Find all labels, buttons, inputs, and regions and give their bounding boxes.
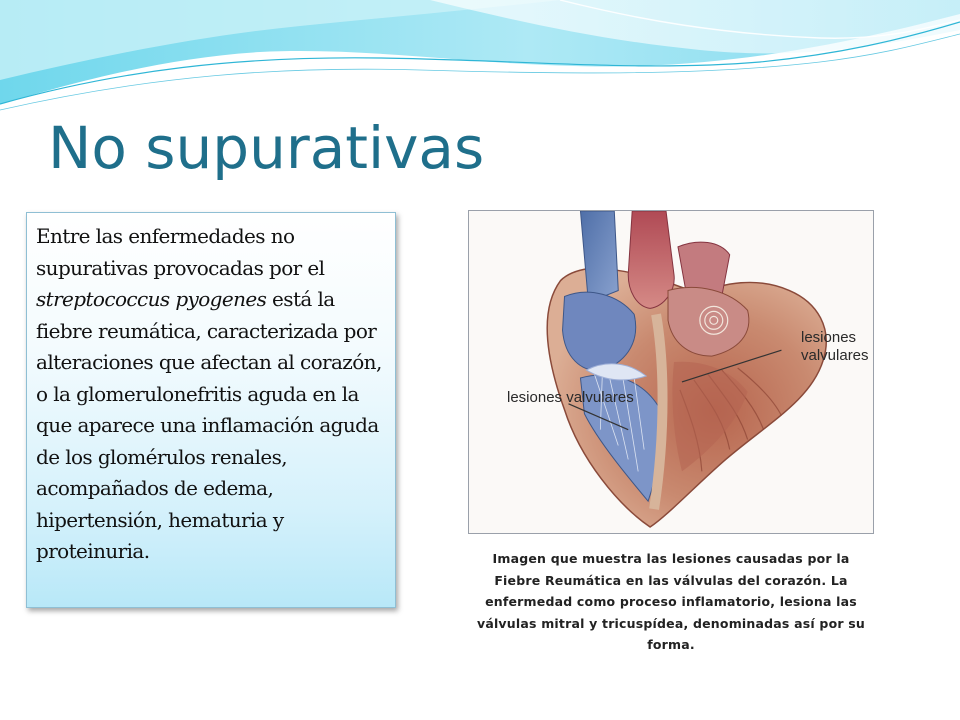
slide-title: No supurativas — [48, 114, 485, 182]
figure-caption: Imagen que muestra las lesiones causadas por la Fiebre Reumática en las válvulas del corazón. La enfermedad como proceso inflamatorio, lesiona las válvulas mitral y tricuspídea, denominadas así por su forma. — [476, 551, 866, 652]
heart-figure — [442, 186, 898, 656]
body-text — [36, 221, 389, 568]
heart-illustration — [469, 211, 873, 533]
body-text-before: Entre las enfermedades no supurativas provocadas por el — [36, 224, 325, 280]
text-box — [26, 212, 396, 608]
heart-illustration-frame — [468, 210, 874, 534]
label-lesiones-valvulares-right: lesiones valvulares — [801, 329, 869, 364]
body-text-emphasis: streptococcus pyogenes — [36, 287, 267, 311]
decorative-top-wave — [0, 0, 960, 120]
label-lesiones-valvulares-left: lesiones valvulares — [507, 389, 634, 406]
body-text-after: está la fiebre reumática, caracterizada por alteraciones que afectan al corazón, o la glomerulonefritis aguda en la que aparece una inflamación aguda de los glomérulos renales, acompañados de edema, hipertensión, hematuria y proteinuria. — [36, 287, 382, 563]
